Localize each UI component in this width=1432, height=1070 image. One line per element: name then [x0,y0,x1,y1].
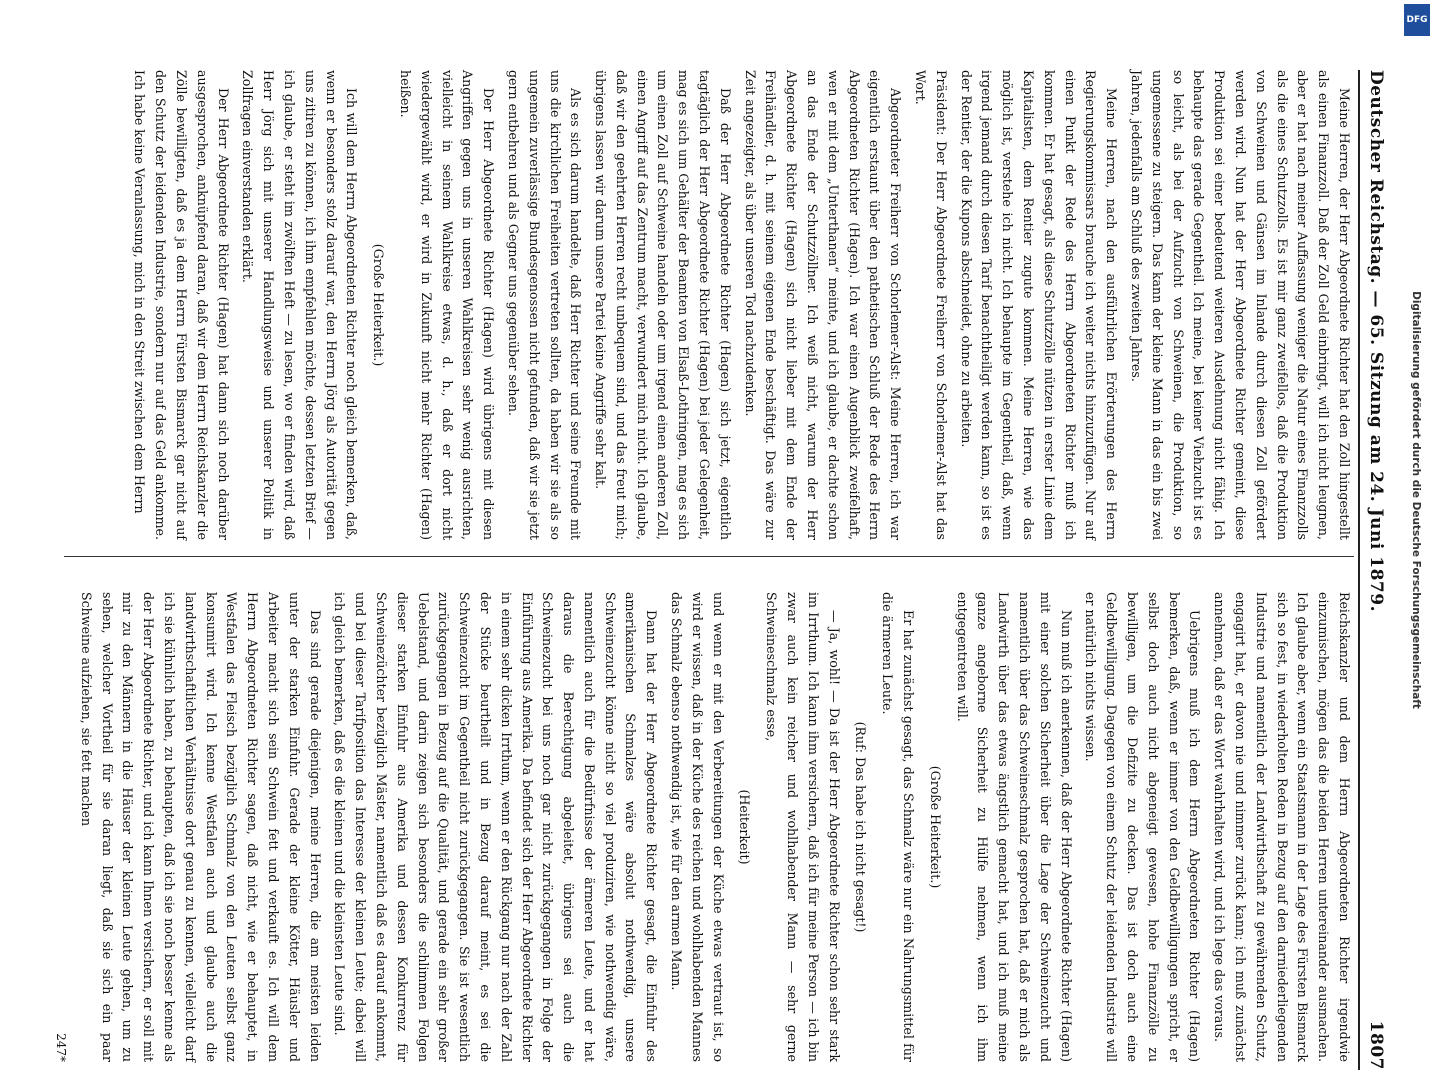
paragraph: Der Herr Abgeordnete Richter (Hagen) wird übrigens mit diesen Angriffen gegen uns in unseren Wahlkreisen sehr wenig ausrichten, vielleicht in seinem Wahlkreise etwas, d. h., daß er dort nicht wiedergewählt wird, er wird in Zukunft nicht mehr Richter (Hagen) heißen. [397,70,497,540]
page-number: 1807 [1366,1020,1386,1070]
paragraph: Reichskanzler und dem Herrn Abgeordneten Richter irgendwie einzumischen, mögen das die beiden Herren untereinander ausmachen. Ich glaube aber, wenn ein Staatsmann in der Lage des Fürsten Bismarck sich so fest, in wiederholten Reden in Bezug auf den darniederliegenden Industrie und namentlich der Landwirthschaft zu gewährenden Schutz, engagirt hat, er davon nie und nimmer zurück kann; ich muß zunächst annehmen, daß er das Wort wahrhalten wird, und ich lege das voraus. [1212,592,1352,1062]
page-header [1358,70,1388,1070]
paragraph: Als es sich darum handelte, daß Herr Richter und seine Freunde mit uns die kirchlichen Freiheiten vertreten sollten, da haben wir sie als so ungemein zuverlässige Bundesgenossen nicht gefunden, daß wir sie jetzt gern entbehren und als Gegner uns gegenüber sehen. [505,70,584,540]
laughter-note: (Große Heiterkeit.) [927,765,943,889]
paragraph: und wenn er mit den Verbereitungen der Küche etwas vertraut ist, so wird er wissen, daß in der Küche des reichen und wohlhabenden Mannes das Schmalz ebenso nothwendig ist, wie für den armen Mann. [669,592,726,1062]
paragraph: Meine Herren, der Herr Abgeordnete Richter hat den Zoll hingestellt als einen Finanzzoll. Daß der Zoll Geld einbringt, will ich nicht leugnen, aber er hat nach meiner Auffassung weniger die Natur eines Finanzzolls als die eines Schutzzolls. Es ist mir ganz zweifellos, daß die Produktion von Schweinen und Gänsen im Inlande durch diesen Zoll gefördert werden wird. Nun hat der Herr Abgeordnete Richter gemeint, diese Produktion sei einer bedeutend weiteren Ausdehnung nicht fähig. Ich behaupte das gerade Gegentheil. Ich meine, bei keiner Viehzucht ist es so leicht, als bei der Aufzucht von Schweinen, die Produktion, so ungemessene zu steigern. Das kann der kleine Mann in das ein bis zwei Jahren, jedenfalls am Schluß des zweiten Jahres. [1129,70,1352,540]
paragraph: Daß der Herr Abgeordnete Richter (Hagen) sich jetzt, eigentlich tagtäglich der Herr Abgeordnete Richter (Hagen) bei jeder Gelegenheit, mag es sich um Gehälter der Beamten von Elsaß-Lothringen, mag es sich um einen Zoll auf Schweine handeln oder um irgend einen anderen Zoll, einen Angriff auf das Zentrum macht, verwundert mich nicht. Ich glaube, daß wir den geehrten Herren recht unbequem sind, und das freut mich; übrigens lassen wir darum unsere Partei keine Angriffe sehr kalt. [593,70,733,540]
paragraph: Er hat zunächst gesagt, das Schmalz wäre nur ein Nahrungsmittel für die ärmeren Leute. [880,592,917,1062]
header-title: Deutscher Reichstag. — 65. Sitzung am 24. Juni 1879. [1366,70,1386,612]
paragraph: Ich will dem Herrn Abgeordneten Richter noch gleich bemerken, daß, wenn er besonders stolz darauf war, den Herrn Jörg als Autorität gegen uns zitiren zu können, ich ihm empfehlen möchte, dessen letzten Brief — ich glaube, er steht im zwölften Heft — zu lesen, wo er finden wird, daß Herr Jörg sich mit unserer Handlungsweise und unserer Politik in Zollfragen einverstanden erklärt. [240,70,360,540]
digitization-credit: Digitalisierung gefördert durch die Deutsche Forschungsgemeinschaft [1410,291,1422,709]
left-column [125,70,1354,540]
interjection: (Ruf: Das habe ich nicht gesagt!) [853,721,869,933]
paragraph: Dann hat der Herr Abgeordnete Richter gesagt, die Einfuhr des amerikanischen Schmalzes wäre absolut nothwendig, unsere Schweinezucht könne nicht so viel produziren, wie nothwendig wäre, namentlich auch für die Bedürfnisse der ärmeren Leute, und er hat daraus die Berechtigung abgeleitet, übrigens sei auch die Schweinezucht bei uns noch gar nicht zurückgegangen in Folge der Einführung aus Amerika. Da befindet sich der Herr Abgeordnete Richter in einem sehr dicken Irrthum, wenn er den Rückgang nur nach der Zahl der Stücke beurtheilt und in Bezug darauf meint, es sei die Schweinezucht im Gegentheil nicht zurückgegangen. Sie ist wesentlich zurückgegangen in Bezug auf die Qualität, und gerade ein sehr großer Uebelstand, und darin zeigen sich besonders die schlimmen Folgen dieser starken Einfuhr aus Amerika und dessen Konkurrenz für Schweinezüchter bezüglich Mäster, namentlich daß es darauf ankommt, und bei dieser Tarifposition das Interesse der kleinen Leute; dabei will ich gleich bemerken, daß es die kleinen und die kleinsten Leute sind. [332,592,660,1062]
paragraph: Nun muß ich anerkennen, daß der Herr Abgeordnete Richter (Hagen) mit einer solchen Sicherheit über die Lage der Schweinezucht und namentlich über das Schweineschmalz gesprochen hat, daß er mich als Landwirth über das etwas ängstlich gemacht hat, und ich muß meine ganze angeborne Sicherheit zu Hülfe nehmen, wenn ich ihm entgegentreten will. [954,592,1074,1062]
paragraph: Meine Herren, nach den ausführlichen Erörterungen des Herrn Regierungskommissars brauche ich weiter nichts hinzuzufügen. Nur auf einen Punkt der Rede des Herrn Abgeordneten Richter muß ich kommen. Er hat gesagt, als diese Schutzzölle nützen in erster Linie dem Kapitalisten, dem Rentier zugute kommen. Meine Herren, wie das möglich ist, verstehe ich nicht. Ich behaupte im Gegentheil, daß, wenn irgend jemand durch diesen Tarif benachtheiligt werden kann, so ist es der Rentier, der die Kupons abschneidet, ohne zu arbeiten. [958,70,1120,540]
paragraph: — Ja, wohl! — Da ist der Herr Abgeordnete Richter schon sehr stark im Irrthum. Ich kann ihm versichern, daß ich für meine Person — ich bin zwar auch kein reicher und wohlhabender Mann — sehr gerne Schweineschmalz esse, [764,592,842,1062]
newspaper-page [53,0,1398,1070]
signature-mark: 247* [53,1033,68,1062]
paragraph: Abgeordneter Freiherr von Schorlemer-Alst: Meine Herren, ich war eigentlich erstaunt über den pathetischen Schluß der Rede des Herrn Abgeordneten Richter (Hagen). Ich war einen Augenblick zweifelhaft, wen er mit dem „Unterthanen“ meinte, und ich glaube, er dachte schon an das Ende der Schutzzöllner. Ich weiß nicht, warum der Herr Abgeordnete Richter (Hagen) sich nicht lieber mit dem Ende der Freihändler, d. h. mit seinem eigenen Ende beschäftigt. Das wäre zur Zeit angezeigter, als über unseren Tod nachzudenken. [742,70,904,540]
dfg-logo: DFG [1404,4,1430,36]
laughter-note: (Große Heiterkeit.) [371,243,387,367]
paragraph: Uebrigens muß ich dem Herrn Abgeordneten Richter (Hagen) bemerken, daß, wenn er immer von den Geldbewilligungen spricht, er selbst doch auch nicht abgeneigt gewesen, hohe Finanzzölle zu bewilligen, um die Defizite zu decken. Das ist doch auch eine Geldbewilligung. Dagegen von einem Schutz der leidenden Industrie will er natürlich nichts wissen. [1083,592,1203,1062]
column-divider [64,556,1354,557]
president-line: Präsident: Der Herr Abgeordnete Freiherr von Schorlemer-Alst hat das Wort. [913,70,949,540]
right-column [50,592,1354,1062]
credit-strip [1400,0,1432,1000]
paragraph: Das sind gerade diejenigen, meine Herren, die am meisten leiden unter der starken Einfuhr. Gerade der kleine Kötter, Häusler und Arbeiter macht sich sein Schwein fett und verkauft es. Ich will dem Herrn Abgeordneten Richter sagen, daß nicht, wie er behauptet, in Westfalen das Fleisch bezüglich Schmalz von den Leuten selbst ganz konsumirt wird. Ich kenne Westfalen auch und glaube auch die landwirthschaftlichen Verhältnisse dort genau zu kennen, vielleicht darf ich sie kühnlich haben, zu behaupten, daß ich sie noch besser kenne als der Herr Abgeordnete Richter, und ich kann Ihnen versichern, er soll mit mir zu den Männern in die Häuser der kleinen Leute gehen, um zu sehen, welcher Vortheil für sie daran liegt, daß sie sich ein paar Schweine aufziehen, sie fett machen [78,592,323,1062]
laughter-note: (Heiterkeit) [737,789,753,865]
paragraph: Der Herr Abgeordnete Richter (Hagen) hat dann sich noch darüber ausgesprochen, anknüpfend daran, daß wir dem Herrn Reichskanzler die Zölle bewilligten, daß es ja dem Herrn Fürsten Bismarck gar nicht auf den Schutz der leidenden Industrie, sondern nur auf das Geld ankomme. Ich habe keine Veranlassung, mich in den Streit zwischen dem Herrn [132,70,231,540]
